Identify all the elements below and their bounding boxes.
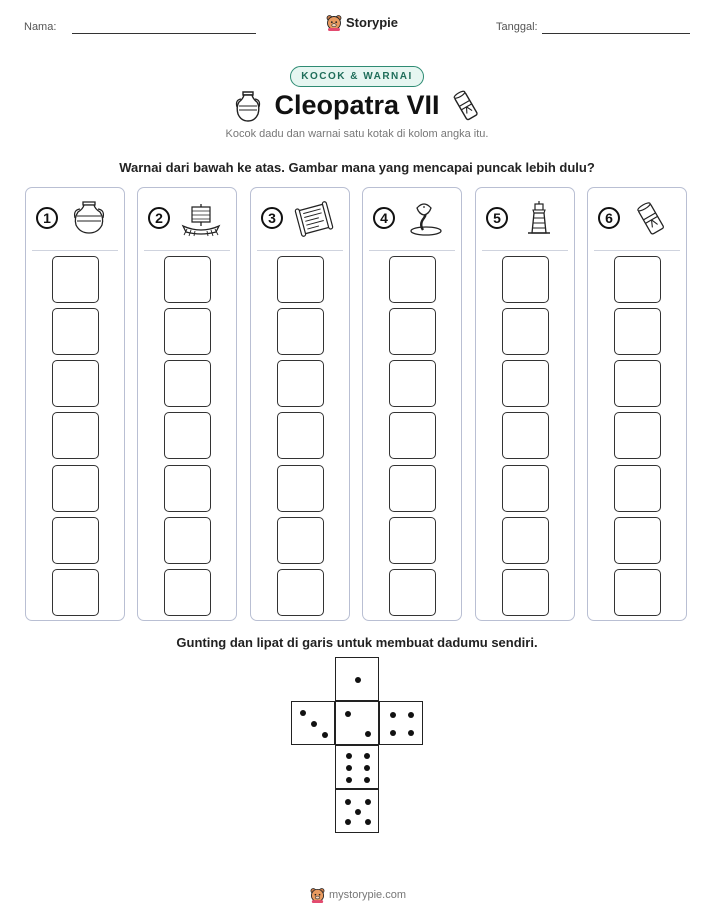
color-box[interactable] [614,308,661,355]
color-box[interactable] [389,465,436,512]
date-line[interactable] [542,33,690,34]
die-pip [346,753,352,759]
column-divider [369,250,455,251]
die-pip [365,799,371,805]
cobra-icon [405,200,447,238]
bear-logo-icon [326,14,342,31]
bear-logo-icon [310,887,325,903]
column-header [482,200,570,240]
die-face-5 [335,789,379,833]
amphora-icon [68,200,110,238]
color-box[interactable] [164,308,211,355]
color-box[interactable] [277,308,324,355]
color-box[interactable] [277,465,324,512]
column-4 [362,187,462,621]
column-number: 4 [373,207,395,229]
color-box[interactable] [52,517,99,564]
color-box[interactable] [502,465,549,512]
brand-logo [326,14,398,31]
footer-url[interactable]: mystorypie.com [329,889,407,901]
column-header [257,200,345,240]
scroll-icon [452,89,480,123]
color-box[interactable] [502,256,549,303]
die-pip [364,777,370,783]
color-box[interactable] [277,569,324,616]
color-box[interactable] [52,569,99,616]
die-pip [322,732,328,738]
color-box[interactable] [614,412,661,459]
column-number: 1 [36,207,58,229]
die-pip [311,721,317,727]
color-box[interactable] [614,465,661,512]
column-divider [32,250,118,251]
column-header [369,200,457,240]
die-pip [300,710,306,716]
color-box[interactable] [389,569,436,616]
cut-instruction: Gunting dan lipat di garis untuk membuat dadumu sendiri. [176,635,538,650]
die-pip [365,819,371,825]
die-face-6 [335,745,379,789]
color-box[interactable] [502,412,549,459]
column-number: 5 [486,207,508,229]
die-pip [355,809,361,815]
die-pip [345,819,351,825]
die-pip [408,712,414,718]
color-box[interactable] [389,412,436,459]
lighthouse-icon [518,200,560,238]
column-number: 2 [148,207,170,229]
ship-icon [180,200,222,238]
die-face-2 [335,701,379,745]
die-pip [390,730,396,736]
column-number: 3 [261,207,283,229]
name-label: Nama: [24,21,57,33]
color-box[interactable] [164,465,211,512]
column-number: 6 [598,207,620,229]
die-pip [408,730,414,736]
activity-badge: KOCOK & WARNAI [290,66,424,87]
column-divider [144,250,230,251]
name-line[interactable] [72,33,256,34]
color-box[interactable] [502,569,549,616]
die-face-3 [291,701,335,745]
color-box[interactable] [277,360,324,407]
die-pip [390,712,396,718]
die-face-4 [379,701,423,745]
column-2 [137,187,237,621]
die-pip [365,731,371,737]
color-box[interactable] [52,465,99,512]
page-title: Cleopatra VII [274,90,440,120]
color-box[interactable] [502,517,549,564]
color-box[interactable] [614,360,661,407]
column-header [32,200,120,240]
scroll-icon [630,200,672,238]
column-3 [250,187,350,621]
column-5 [475,187,575,621]
color-box[interactable] [164,256,211,303]
color-box[interactable] [389,256,436,303]
color-box[interactable] [277,256,324,303]
color-box[interactable] [502,308,549,355]
die-pip [345,799,351,805]
column-header [594,200,682,240]
color-box[interactable] [52,308,99,355]
column-divider [482,250,568,251]
column-header [144,200,232,240]
die-face-1 [335,657,379,701]
column-divider [594,250,680,251]
color-box[interactable] [164,360,211,407]
papyrus-icon [293,200,335,238]
footer [310,887,406,903]
color-box[interactable] [614,517,661,564]
brand-name: Storypie [346,15,399,30]
color-box[interactable] [164,569,211,616]
die-pip [364,753,370,759]
color-box[interactable] [614,569,661,616]
color-box[interactable] [614,256,661,303]
color-box[interactable] [52,412,99,459]
instruction-text: Warnai dari bawah ke atas. Gambar mana yang mencapai puncak lebih dulu? [119,160,595,175]
die-pip [345,711,351,717]
column-divider [257,250,343,251]
die-pip [355,677,361,683]
badge-row [0,66,714,84]
die-pip [346,765,352,771]
color-box[interactable] [164,517,211,564]
color-box[interactable] [52,256,99,303]
color-box[interactable] [389,360,436,407]
column-1 [25,187,125,621]
die-pip [364,765,370,771]
color-box[interactable] [277,517,324,564]
color-box[interactable] [502,360,549,407]
date-label: Tanggal: [496,21,538,33]
color-box[interactable] [52,360,99,407]
page-subtitle: Kocok dadu dan warnai satu kotak di kolom angka itu. [225,128,489,140]
column-6 [587,187,687,621]
color-box[interactable] [164,412,211,459]
color-box[interactable] [389,517,436,564]
color-box[interactable] [389,308,436,355]
die-pip [346,777,352,783]
color-box[interactable] [277,412,324,459]
